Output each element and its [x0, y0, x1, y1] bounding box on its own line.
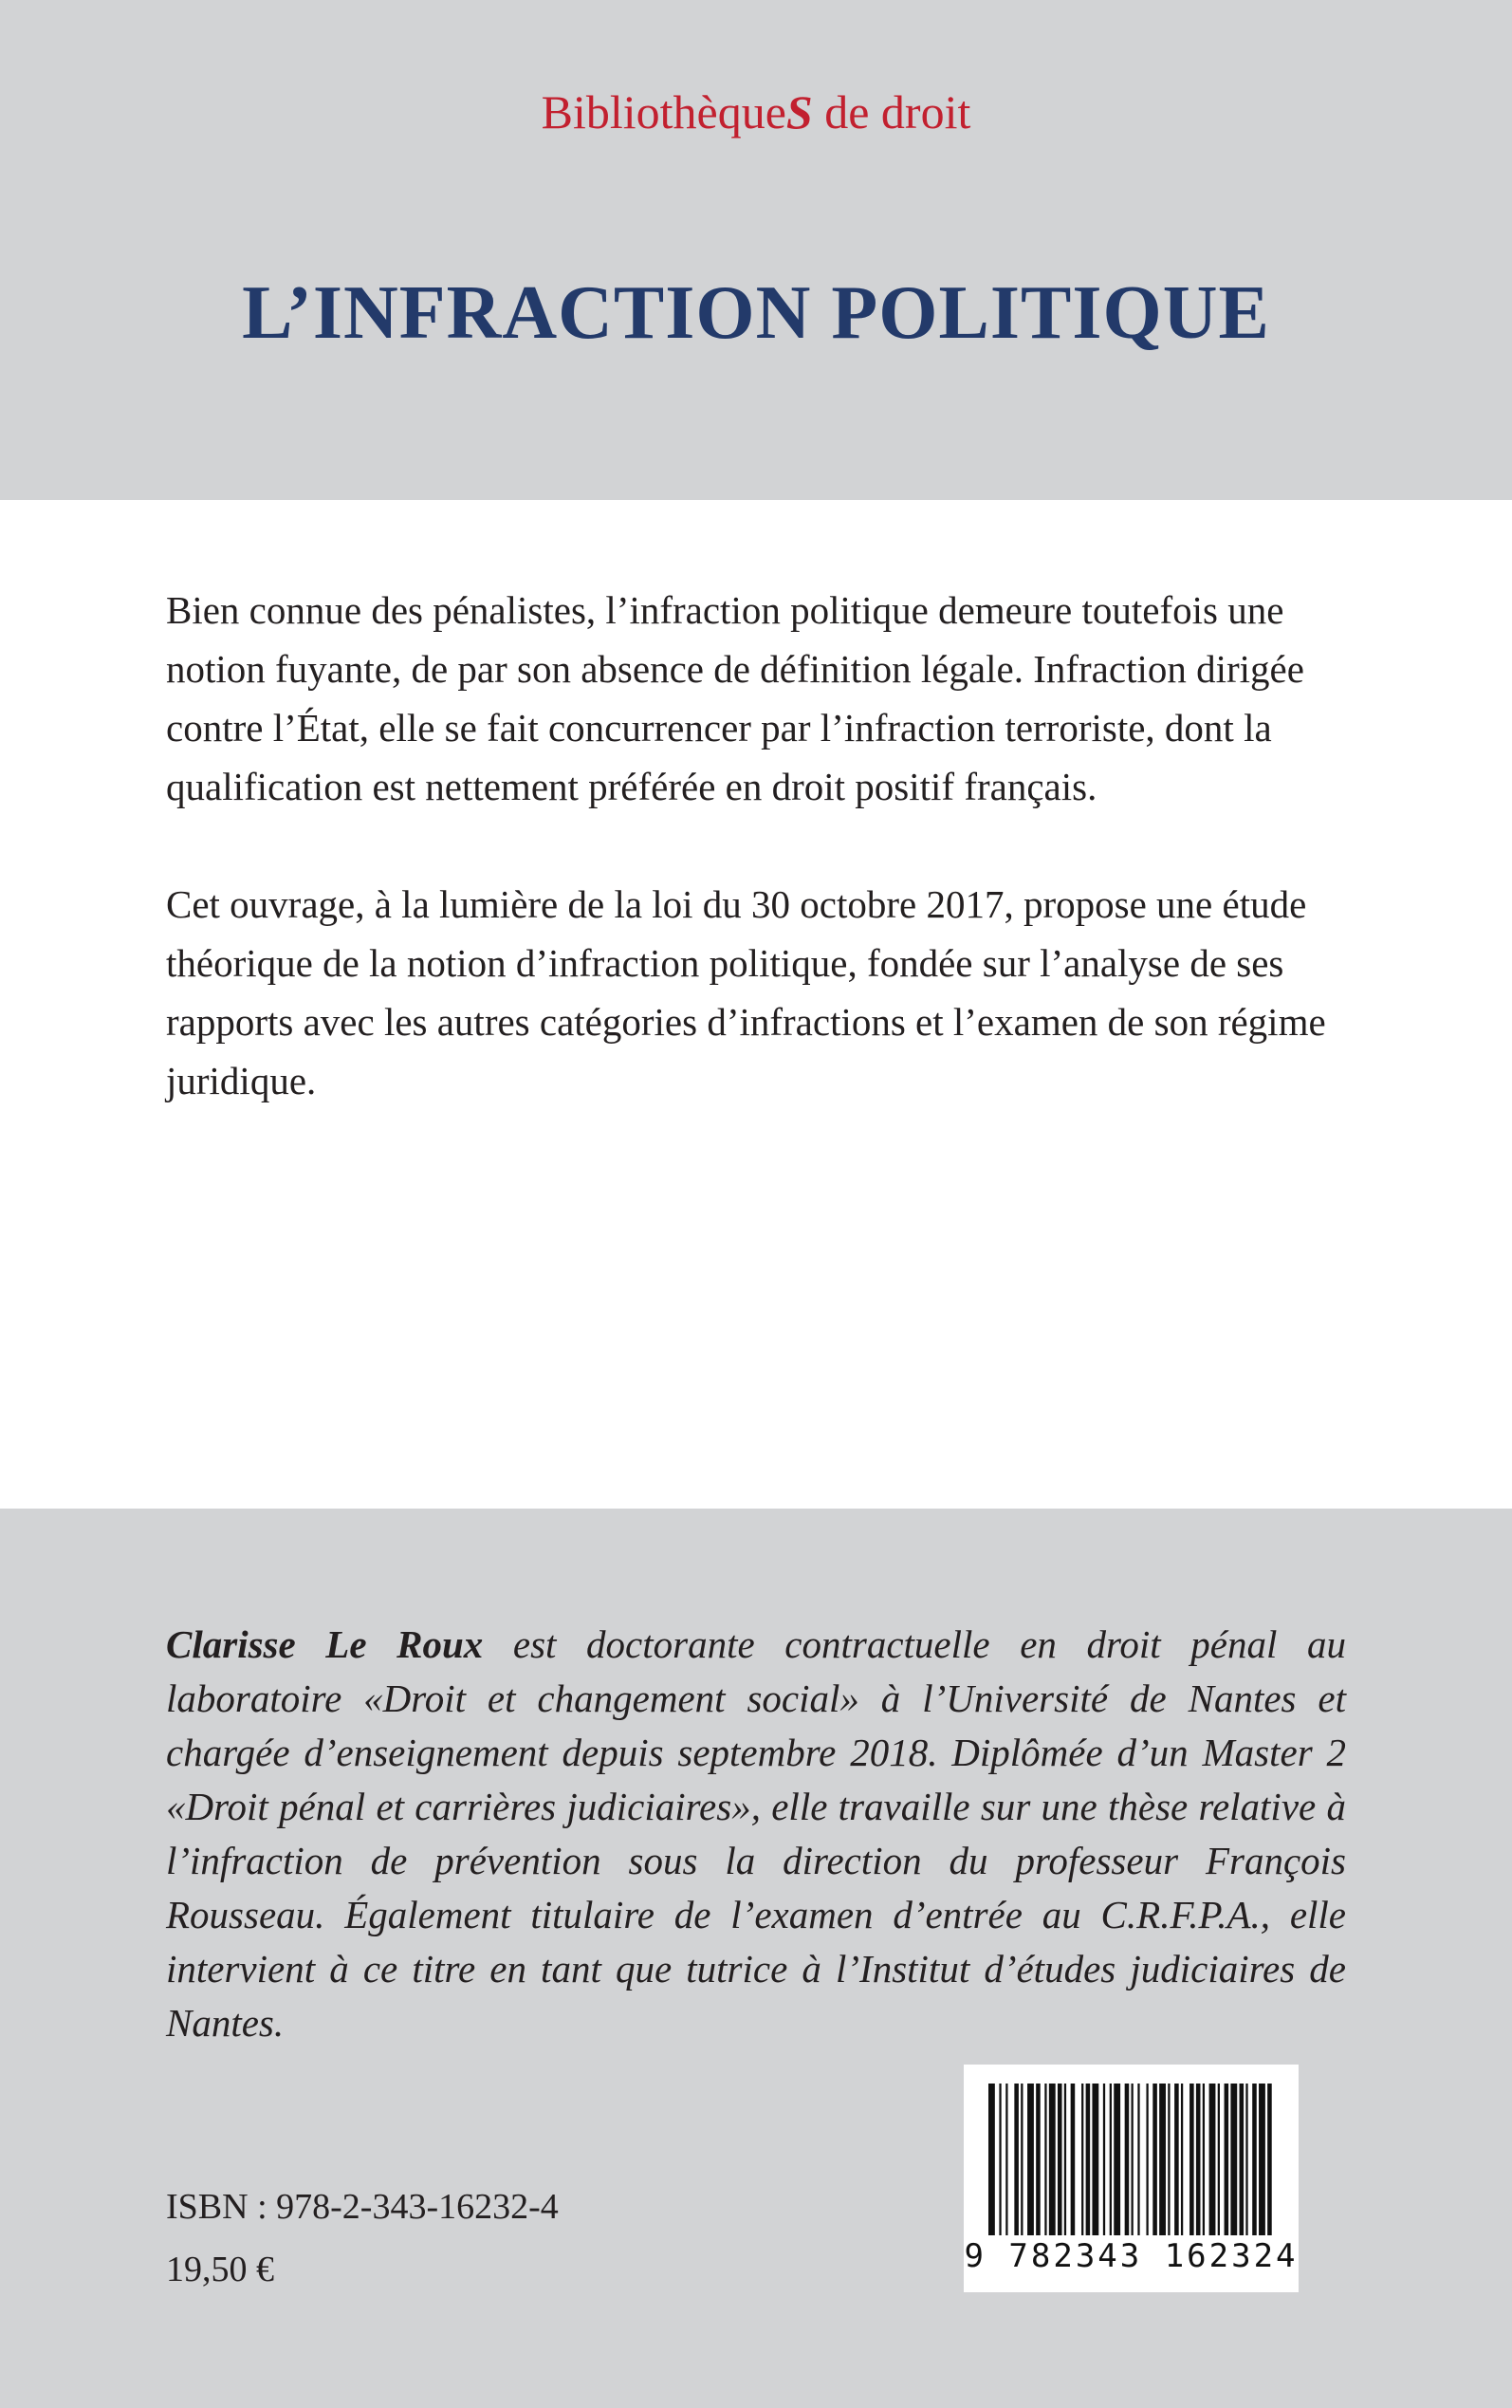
barcode: [964, 2065, 1299, 2292]
barcode-bar: [1027, 2084, 1034, 2235]
barcode-bar: [1021, 2084, 1023, 2235]
barcode-bar: [1168, 2084, 1170, 2235]
barcode-bar: [1071, 2084, 1076, 2235]
barcode-bar: [1230, 2084, 1237, 2235]
barcode-bar: [1196, 2084, 1201, 2235]
barcode-bar: [1189, 2084, 1194, 2235]
isbn: ISBN : 978-2-343-16232-4: [166, 2187, 559, 2227]
series-prefix: Bibliothèque: [541, 85, 786, 139]
barcode-bar: [1049, 2084, 1056, 2235]
barcode-bar: [1203, 2084, 1205, 2235]
barcode-bar: [1259, 2084, 1265, 2235]
summary: [166, 581, 1346, 1110]
series-suffix: de droit: [812, 85, 971, 139]
barcode-bar: [1181, 2084, 1183, 2235]
barcode-bar: [1152, 2084, 1157, 2235]
barcode-bar: [1064, 2084, 1066, 2235]
summary-paragraph: Bien connue des pénalistes, l’infraction politique demeure toutefois une notion fuyante, de par son absence de définition légale. Infraction dirigée contre l’État, elle se fait concurrencer par l’infraction terroriste, dont la qualification est nettement préférée en droit positif français.: [166, 588, 1304, 808]
summary-paragraph: Cet ouvrage, à la lumière de la loi du 30 octobre 2017, propose une étude théorique de la notion d’infraction politique, fondée sur l’analyse de ses rapports avec les autres catégories d’infractions et l’examen de son régime juridique.: [166, 882, 1326, 1102]
barcode-bar: [1086, 2084, 1091, 2235]
barcode-bar: [1252, 2084, 1257, 2235]
series-name: [0, 83, 1512, 140]
barcode-bar: [1245, 2084, 1247, 2235]
barcode-bar: [1132, 2084, 1134, 2235]
barcode-bar: [1225, 2084, 1229, 2235]
barcode-bar: [1036, 2084, 1041, 2235]
barcode-bar: [1267, 2084, 1272, 2235]
barcode-bar: [999, 2084, 1001, 2235]
barcode-bars: [988, 2084, 1274, 2235]
barcode-bar: [1103, 2084, 1105, 2235]
barcode-bar: [1005, 2084, 1007, 2235]
barcode-bar: [1058, 2084, 1062, 2235]
barcode-bar: [1044, 2084, 1046, 2235]
barcode-bar: [1209, 2084, 1216, 2235]
barcode-bar: [988, 2084, 995, 2235]
barcode-bar: [1081, 2084, 1083, 2235]
author-bio: [166, 1618, 1346, 2050]
barcode-bar: [1174, 2084, 1179, 2235]
author-bio-text: est doctorante contractuelle en droit pénal au laboratoire «Droit et changement social» à l’Université de Nantes et chargée d’enseignement depuis septembre 2018. Diplômée d’un Master 2 «Droit pénal et carrières judiciaires», elle travaille sur une thèse relative à l’infraction de prévention sous la direction du professeur François Rousseau. Également titulaire de l’examen d’entrée au C.R.F.P.A., elle intervient à ce titre en tant que tutrice à l’Institut d’études judiciaires de Nantes.: [166, 1622, 1346, 2045]
barcode-bar: [1014, 2084, 1019, 2235]
barcode-bar: [1110, 2084, 1112, 2235]
barcode-bar: [1218, 2084, 1220, 2235]
barcode-bar: [1092, 2084, 1098, 2235]
barcode-bar: [1159, 2084, 1166, 2235]
barcode-bar: [1137, 2084, 1139, 2235]
barcode-digits: 9 782343 162324: [964, 2237, 1299, 2275]
barcode-bar: [1240, 2084, 1245, 2235]
book-title: L’INFRACTION POLITIQUE: [242, 271, 1270, 355]
barcode-bar: [1146, 2084, 1148, 2235]
series-letter: S: [785, 85, 813, 139]
author-name: Clarisse Le Roux: [166, 1622, 484, 1666]
barcode-bar: [1114, 2084, 1120, 2235]
barcode-bar: [1125, 2084, 1130, 2235]
price: 19,50 €: [166, 2250, 274, 2289]
header-band: [0, 0, 1512, 500]
